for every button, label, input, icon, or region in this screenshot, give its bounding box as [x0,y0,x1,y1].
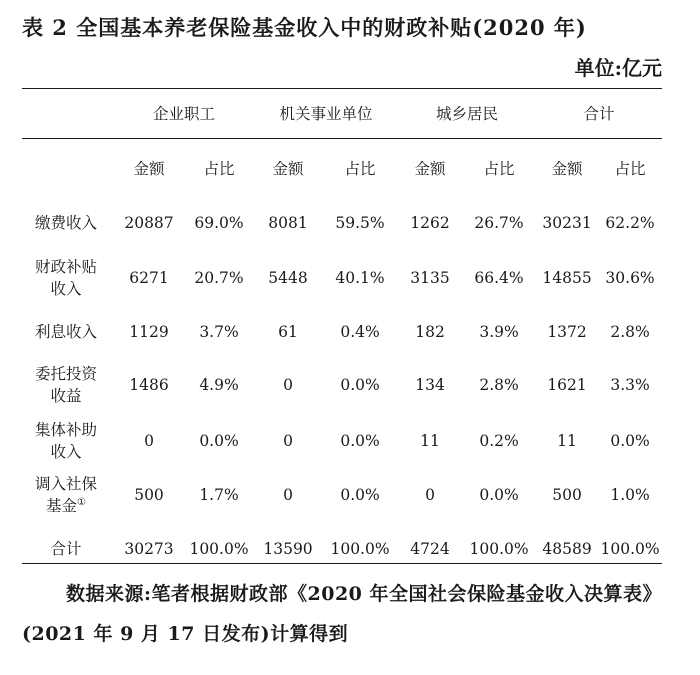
table-cell: 5448 [268,269,308,287]
sub-header: 占比 [483,160,515,178]
table-cell: 4724 [410,540,450,558]
table-cell: 1372 [547,323,587,341]
sub-header: 金额 [414,160,446,178]
sub-header: 金额 [551,160,583,178]
row-label: 集体补助 收入 [34,421,97,461]
table-cell: 3.9% [479,323,519,341]
table-cell: 1486 [129,376,169,394]
table-cell: 0.2% [479,432,519,450]
sub-header: 占比 [203,160,235,178]
table-cell: 0.0% [199,432,239,450]
row-label: 委托投资 收益 [34,365,97,405]
table-cell: 20887 [124,214,174,232]
group-header: 城乡居民 [436,105,499,123]
table-row [22,310,662,354]
table-cell: 182 [415,323,445,341]
table-cell: 14855 [542,269,592,287]
sub-header: 占比 [344,160,376,178]
table-cell: 2.8% [610,323,650,341]
table-cell: 62.2% [605,214,655,232]
sub-header: 金额 [272,160,304,178]
table-cell: 40.1% [335,269,385,287]
table-cell: 0 [283,432,293,450]
top-rule [22,88,662,89]
table-cell: 69.0% [194,214,244,232]
group-header-row [22,90,662,138]
sub-header-row [22,138,662,200]
table-cell: 0.4% [340,323,380,341]
table-cell: 0.0% [340,486,380,504]
table-cell: 1.0% [610,486,650,504]
table-cell: 4.9% [199,376,239,394]
footnote-marker: ① [77,496,86,508]
table-cell: 26.7% [474,214,524,232]
table-row [22,200,662,246]
unit-label: 单位:亿元 [574,56,662,80]
table-cell: 100.0% [189,540,249,558]
table-cell: 20.7% [194,269,244,287]
table-cell: 0 [425,486,435,504]
table-cell: 0 [283,376,293,394]
table-cell: 1.7% [199,486,239,504]
sub-header: 占比 [614,160,646,178]
table-cell: 3.3% [610,376,650,394]
row-label: 利息收入 [34,323,97,341]
row-label: 财政补贴 收入 [34,258,97,298]
table-cell: 134 [415,376,445,394]
table-cell: 500 [134,486,164,504]
table-cell: 100.0% [330,540,390,558]
table-row [22,416,662,466]
group-header: 企业职工 [153,105,216,123]
table-cell: 3.7% [199,323,239,341]
table-title: 表 2 全国基本养老保险基金收入中的财政补贴(2020 年) [22,15,587,40]
table-cell: 66.4% [474,269,524,287]
data-source-note: 数据来源:笔者根据财政部《2020 年全国社会保险基金收入决算表》(2021 年 9 月 17 日发布)计算得到 [22,583,663,645]
table-cell: 61 [278,323,298,341]
table-cell: 0.0% [340,376,380,394]
row-label: 缴费收入 [34,214,97,232]
table-row [22,246,662,310]
table-cell: 1621 [547,376,587,394]
table-cell: 100.0% [600,540,660,558]
row-label: 调入社保 基金① [34,475,97,515]
group-header: 合计 [583,105,615,123]
table-cell: 30273 [124,540,174,558]
table-cell: 500 [552,486,582,504]
sub-header: 金额 [133,160,165,178]
table-cell: 11 [420,432,440,450]
table-row [22,354,662,416]
table-cell: 48589 [542,540,592,558]
table-cell: 1129 [129,323,169,341]
table-cell: 11 [557,432,577,450]
table-cell: 0.0% [479,486,519,504]
table-row [22,466,662,524]
table-cell: 0 [283,486,293,504]
table-cell: 8081 [268,214,308,232]
row-label: 合计 [50,540,82,558]
table-cell: 0 [144,432,154,450]
table-cell: 30231 [542,214,592,232]
table-cell: 0.0% [340,432,380,450]
fund-income-table [22,90,662,574]
table-cell: 3135 [410,269,450,287]
table-cell: 59.5% [335,214,385,232]
total-row [22,524,662,574]
table-cell: 30.6% [605,269,655,287]
table-cell: 100.0% [469,540,529,558]
table-cell: 1262 [410,214,450,232]
table-cell: 2.8% [479,376,519,394]
table-cell: 6271 [129,269,169,287]
table-cell: 0.0% [610,432,650,450]
table-cell: 13590 [263,540,313,558]
group-header: 机关事业单位 [279,105,373,123]
